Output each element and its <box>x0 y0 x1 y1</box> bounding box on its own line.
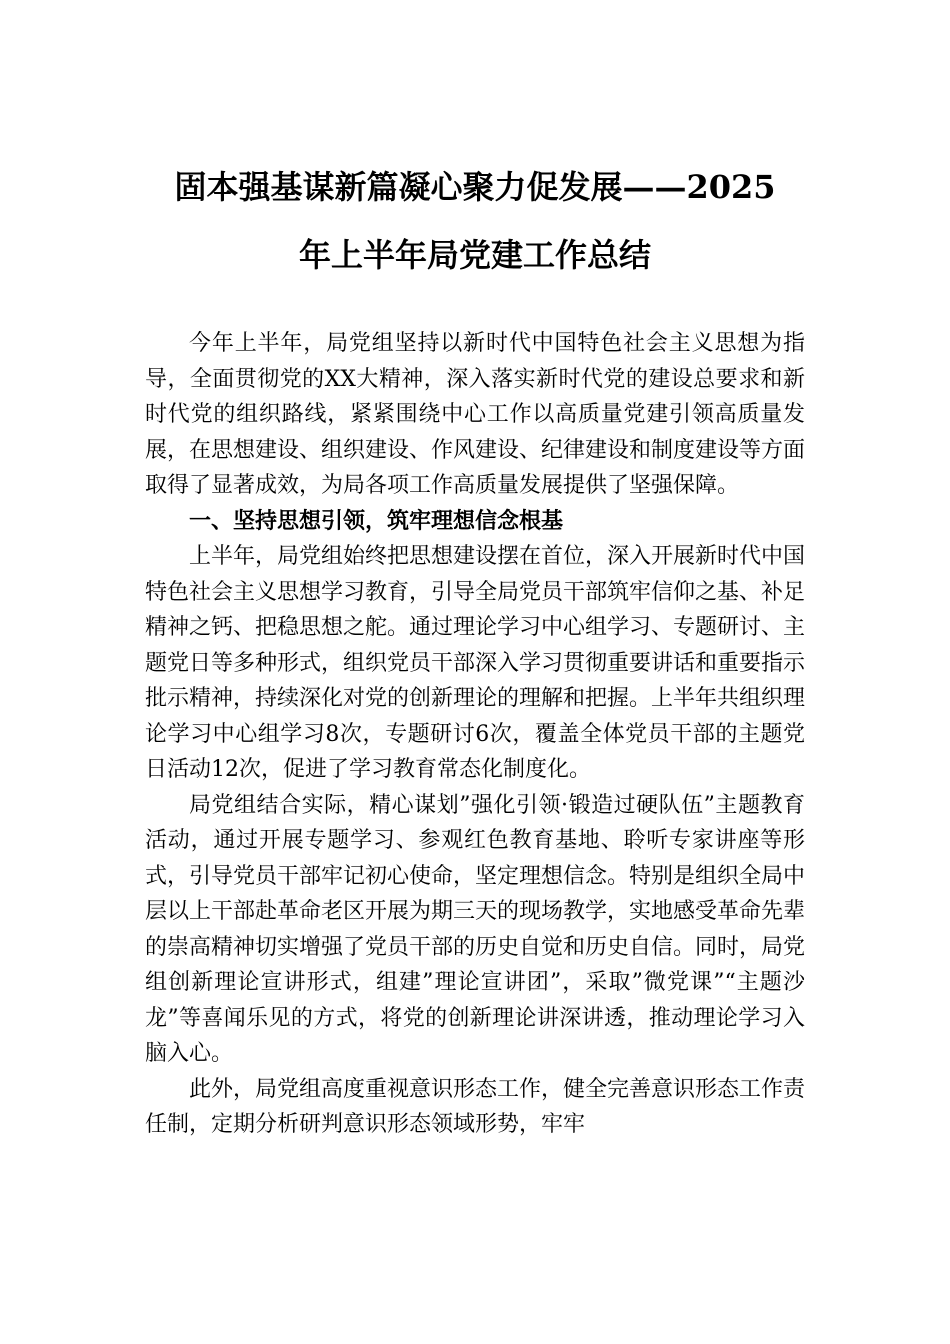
document-title-line-1: 固本强基谋新篇凝心聚力促发展——2025 <box>174 168 776 206</box>
section-heading-1: 一、坚持思想引领，筑牢理想信念根基 <box>189 508 564 534</box>
body-paragraph: 局党组结合实际，精心谋划”强化引领·锻造过硬队伍”主题教育活动，通过开展专题学习、参观红色教育基地、聆听专家讲座等形式，引导党员干部牢记初心使命，坚定理想信念。特别是组织全局中层以上干部赴革命老区开展为期三天的现场教学，实地感受革命先辈的崇高精神切实增强了党员干部的历史自觉和历史自信。同时，局党组创新理论宣讲形式，组建”理论宣讲团”，采取”微党课”“主题沙龙”等喜闻乐见的方式，将党的创新理论讲深讲透，推动理论学习入脑入心。 <box>145 792 806 1066</box>
intro-paragraph: 今年上半年，局党组坚持以新时代中国特色社会主义思想为指导，全面贯彻党的XX大精神，深入落实新时代党的建设总要求和新时代党的组织路线，紧紧围绕中心工作以高质量党建引领高质量发展，在思想建设、组织建设、作风建设、纪律建设和制度建设等方面取得了显著成效，为局各项工作高质量发展提供了坚强保障。 <box>145 331 806 498</box>
body-paragraph: 上半年，局党组始终把思想建设摆在首位，深入开展新时代中国特色社会主义思想学习教育，引导全局党员干部筑牢信仰之基、补足精神之钙、把稳思想之舵。通过理论学习中心组学习、专题研讨、主题党日等多种形式，组织党员干部深入学习贯彻重要讲话和重要指示批示精神，持续深化对党的创新理论的理解和把握。上半年共组织理论学习中心组学习8次，专题研讨6次，覆盖全体党员干部的主题党日活动12次，促进了学习教育常态化制度化。 <box>145 544 806 782</box>
document-title-line-2: 年上半年局党建工作总结 <box>298 236 651 274</box>
document-body <box>145 326 805 1143</box>
body-paragraph: 此外，局党组高度重视意识形态工作，健全完善意识形态工作责任制，定期分析研判意识形态领域形势，牢牢 <box>145 1076 806 1137</box>
